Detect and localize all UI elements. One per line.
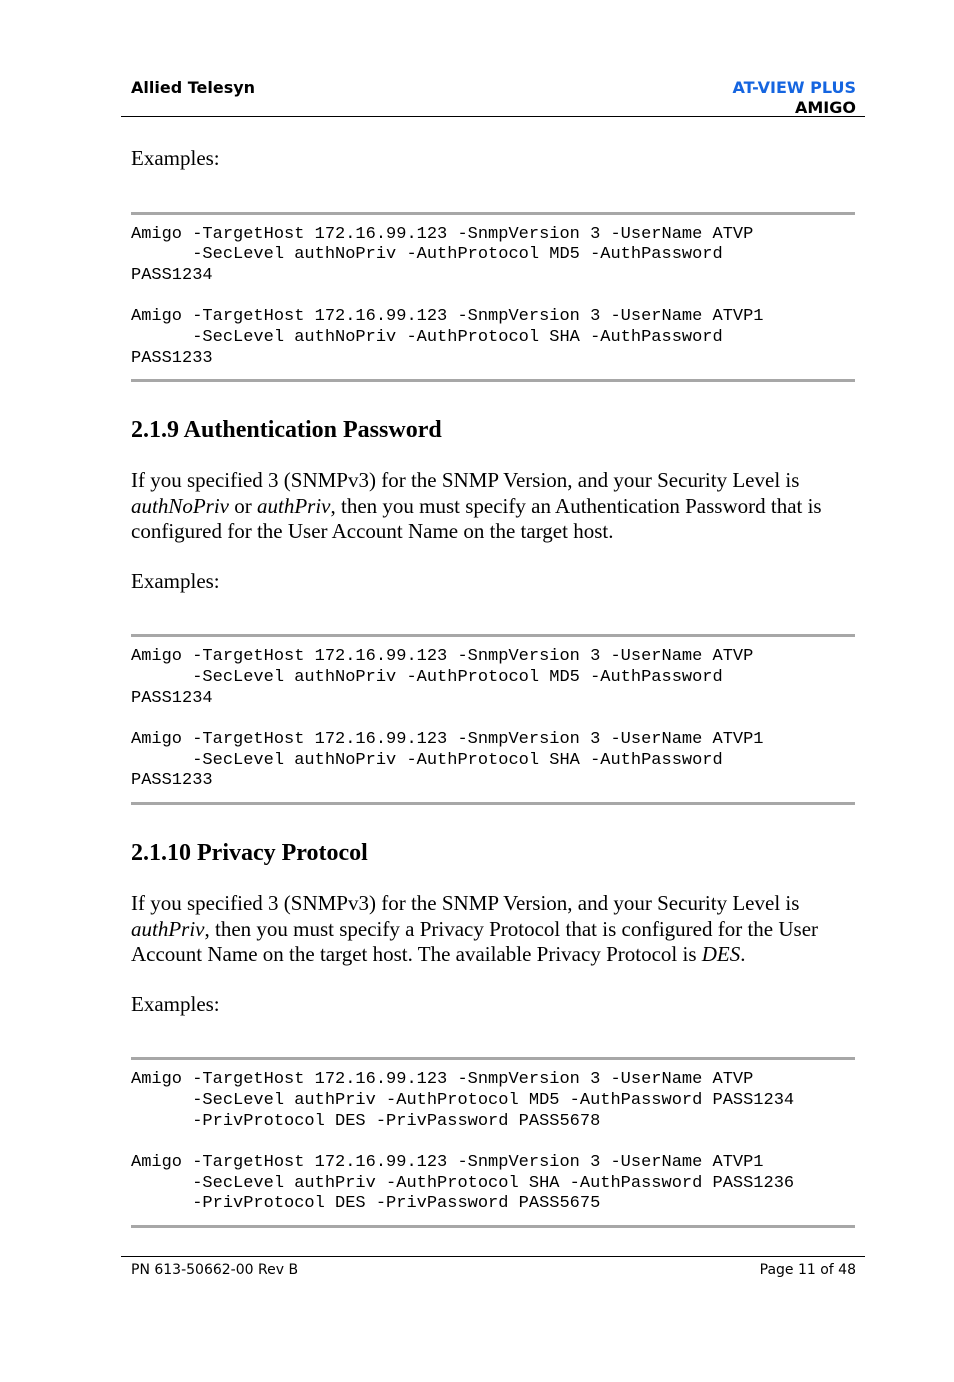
code-line: Amigo -TargetHost 172.16.99.123 -SnmpVersion 3 -UserName ATVP (131, 224, 754, 244)
code-block (131, 634, 855, 805)
code-line: -SecLevel authNoPriv -AuthProtocol MD5 -AuthPassword (131, 245, 723, 265)
code-line: Amigo -TargetHost 172.16.99.123 -SnmpVersion 3 -UserName ATVP1 (131, 1152, 764, 1172)
code-line (131, 709, 855, 730)
paragraph: If you specified 3 (SNMPv3) for the SNMP Version, and your Security Level is authNoPriv or authPriv, then you must specify an Authentication Password that is configured for the User Account Name on the target host. (131, 468, 822, 544)
emphasis: authPriv (257, 493, 331, 518)
code-line (131, 287, 855, 308)
section-heading: 2.1.9 Authentication Password (131, 417, 442, 444)
emphasis: DES (701, 942, 741, 967)
page-number: Page 11 of 48 (759, 1262, 856, 1278)
code-line: -SecLevel authNoPriv -AuthProtocol SHA -AuthPassword (131, 750, 723, 770)
code-line (131, 1132, 855, 1153)
emphasis: authNoPriv (131, 493, 229, 518)
code-line: -PrivProtocol DES -PrivPassword PASS5675 (131, 1194, 601, 1214)
code-line: PASS1234 (131, 265, 213, 285)
code-line: Amigo -TargetHost 172.16.99.123 -SnmpVersion 3 -UserName ATVP1 (131, 307, 764, 327)
code-line: -SecLevel authPriv -AuthProtocol SHA -AuthPassword PASS1236 (131, 1173, 795, 1193)
footer-divider (121, 1256, 865, 1257)
emphasis: authPriv (131, 916, 205, 941)
code-block (131, 1057, 855, 1228)
code-block (131, 212, 855, 383)
code-line: Amigo -TargetHost 172.16.99.123 -SnmpVersion 3 -UserName ATVP1 (131, 730, 764, 750)
code-line: -SecLevel authPriv -AuthProtocol MD5 -AuthPassword PASS1234 (131, 1090, 795, 1110)
part-number: PN 613-50662-00 Rev B (131, 1262, 299, 1278)
company-name: Allied Telesyn (131, 78, 256, 97)
examples-label: Examples: (131, 146, 220, 170)
code-line: Amigo -TargetHost 172.16.99.123 -SnmpVersion 3 -UserName ATVP (131, 1070, 754, 1090)
subproduct-name: AMIGO (795, 98, 856, 117)
code-line: -SecLevel authNoPriv -AuthProtocol SHA -AuthPassword (131, 327, 723, 347)
code-line: PASS1233 (131, 348, 213, 368)
product-name: AT-VIEW PLUS (732, 78, 856, 97)
paragraph: If you specified 3 (SNMPv3) for the SNMP Version, and your Security Level is authPriv, then you must specify a Privacy Protocol that is configured for the User Account Name on the target host. The available Privacy Protocol is DES. (131, 891, 819, 967)
code-line: Amigo -TargetHost 172.16.99.123 -SnmpVersion 3 -UserName ATVP (131, 647, 754, 667)
examples-label: Examples: (131, 991, 220, 1016)
code-line: -PrivProtocol DES -PrivPassword PASS5678 (131, 1111, 601, 1131)
product-title (732, 78, 856, 118)
code-line: -SecLevel authNoPriv -AuthProtocol MD5 -AuthPassword (131, 668, 723, 687)
section-heading: 2.1.10 Privacy Protocol (131, 840, 368, 867)
page-content (131, 146, 855, 1228)
examples-label: Examples: (131, 568, 220, 593)
code-line: PASS1234 (131, 688, 213, 708)
header-divider (121, 116, 865, 117)
code-line: PASS1233 (131, 771, 213, 791)
